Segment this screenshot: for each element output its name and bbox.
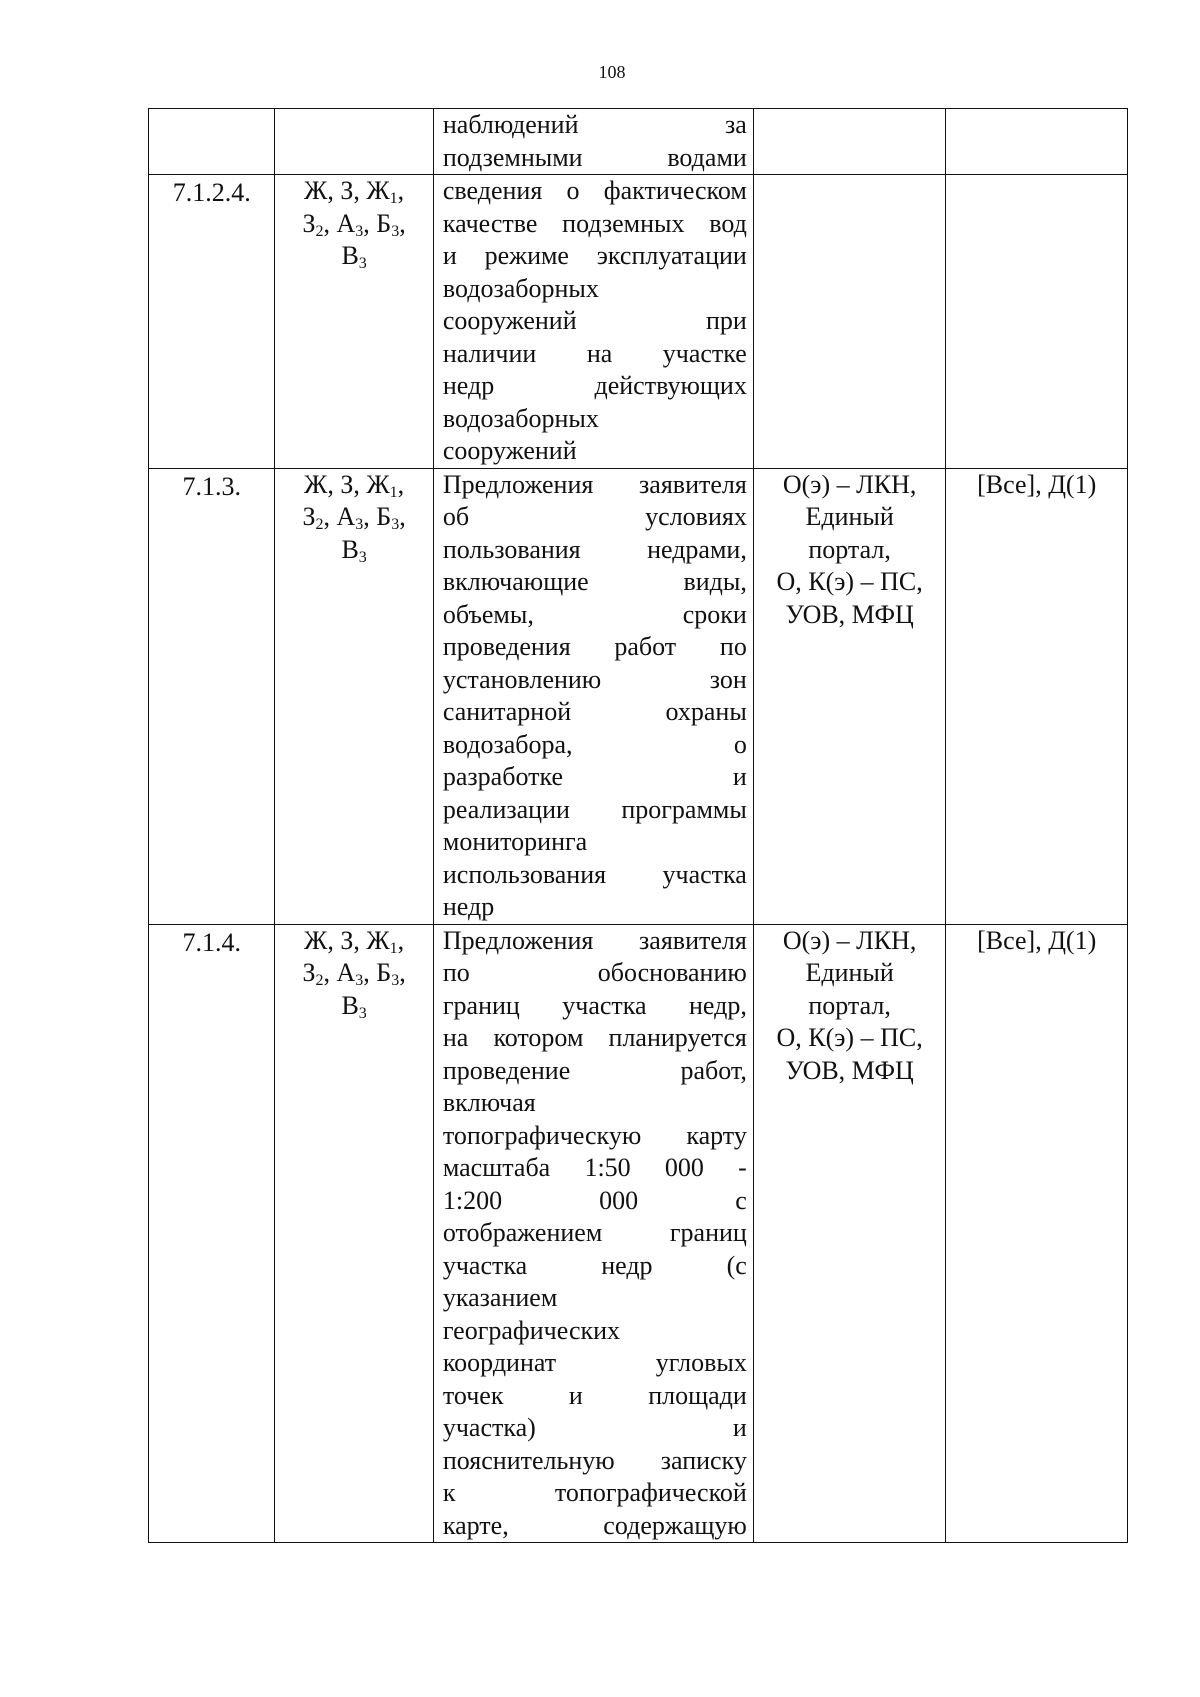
category-line: Ж, З, $Ж_1$, [304,176,405,207]
registry-table [148,108,1128,1543]
submission-method-line: О(э) – ЛКН, [782,925,917,955]
requirements-cell [946,468,1128,924]
description-line: недр [442,892,495,921]
page-number: 108 [598,62,626,82]
description-line: указанием [442,1283,558,1312]
description-line: пояснительную записку [442,1445,747,1475]
item-number: 7.1.4. [182,927,241,957]
description-line: реализации программы [442,794,747,824]
description-line: сооружений при [442,306,747,335]
submission-method-line: О(э) – ЛКН, [782,469,917,499]
requirements-text: [Все], Д(1) [977,925,1097,955]
description-line: границ участка недр, [442,990,747,1020]
description-line: и режиме эксплуатации [442,241,747,270]
description-line: наличии на участке [442,338,747,368]
table-row [149,175,1128,469]
description-line: карте, содержащую [442,1510,747,1540]
description-line: водозаборных [442,403,599,433]
category-line: $В_3$ [341,241,367,272]
requirements-text: [Все], Д(1) [977,469,1097,499]
table-row [149,924,1128,1543]
submission-method-line: Единый [805,958,894,987]
description-line: 1:200 000 с [442,1185,747,1215]
submission-method-line: портал, [808,534,891,564]
description-cell [433,175,753,469]
description-line: на котором планируется [442,1023,747,1052]
table-row [149,468,1128,924]
applicant-categories-cell [275,468,433,924]
description-line: наблюдений за [442,110,747,139]
category-line: Ж, З, $Ж_1$, [304,469,405,501]
category-line: $З_2$, $А_3$, $Б_3$, [302,208,406,240]
description-line: недр действующих [442,371,747,400]
description-line: водозабора, о [442,729,747,759]
submission-methods-cell [753,109,946,175]
description-line: пользования недрами, [442,534,747,564]
item-number: 7.1.3. [182,471,241,501]
description-line: объемы, сроки [442,599,747,629]
applicant-categories-cell [275,109,433,175]
applicant-categories-cell [275,175,433,469]
item-number: 7.1.2.4. [172,178,251,207]
category-line: Ж, З, $Ж_1$, [304,925,405,957]
requirements-cell [946,109,1128,175]
description-line: проведение работ, [442,1055,747,1085]
submission-methods-cell [753,468,946,924]
description-line: отображением границ [442,1218,747,1247]
submission-method-line: УОВ, МФЦ [785,599,914,629]
item-number-cell [149,468,275,924]
description-line: санитарной охраны [442,697,747,726]
description-line: подземными водами [442,142,747,172]
description-line: Предложения заявителя [442,469,747,499]
description-line: участка недр (с [442,1250,747,1280]
submission-method-line: УОВ, МФЦ [785,1055,914,1085]
description-line: масштаба 1:50 000 - [442,1153,747,1182]
description-line: участка) и [442,1413,747,1442]
description-line: водозаборных [442,273,599,303]
description-cell [433,109,753,175]
description-line: сведения о фактическом [442,176,747,205]
description-line: об условиях [442,502,747,531]
submission-method-line: О, К(э) – ПС, [776,567,923,596]
description-line: мониторинга [442,827,588,856]
item-number-cell [149,924,275,1543]
description-line: Предложения заявителя [442,925,747,955]
description-line: точек и площади [442,1380,747,1410]
description-line: топографическую карту [442,1120,747,1150]
requirements-cell [946,175,1128,469]
description-line: географических [442,1315,621,1345]
description-line: использования участка [442,859,747,889]
description-line: включая [442,1088,536,1117]
description-line: качестве подземных вод [442,208,747,238]
description-line: включающие виды, [442,567,747,596]
description-line: по обоснованию [442,958,747,987]
item-number-cell [149,109,275,175]
table-row [149,109,1128,175]
description-cell [433,468,753,924]
submission-methods-cell [753,175,946,469]
requirements-cell [946,924,1128,1543]
category-line: $В_3$ [341,534,367,566]
item-number-cell [149,175,275,469]
submission-methods-cell [753,924,946,1543]
submission-method-line: портал, [808,990,891,1020]
description-line: к топографической [442,1478,747,1507]
description-line: сооружений [442,436,577,465]
description-line: координат угловых [442,1348,747,1377]
category-line: $З_2$, $А_3$, $Б_3$, [302,502,406,533]
description-cell [433,924,753,1543]
category-line: $З_2$, $А_3$, $Б_3$, [302,958,406,989]
category-line: $В_3$ [341,990,367,1022]
description-line: проведения работ по [442,632,747,661]
applicant-categories-cell [275,924,433,1543]
description-line: разработке и [442,762,747,791]
submission-method-line: О, К(э) – ПС, [776,1023,923,1052]
submission-method-line: Единый [805,502,894,531]
description-line: установлению зон [442,664,747,694]
